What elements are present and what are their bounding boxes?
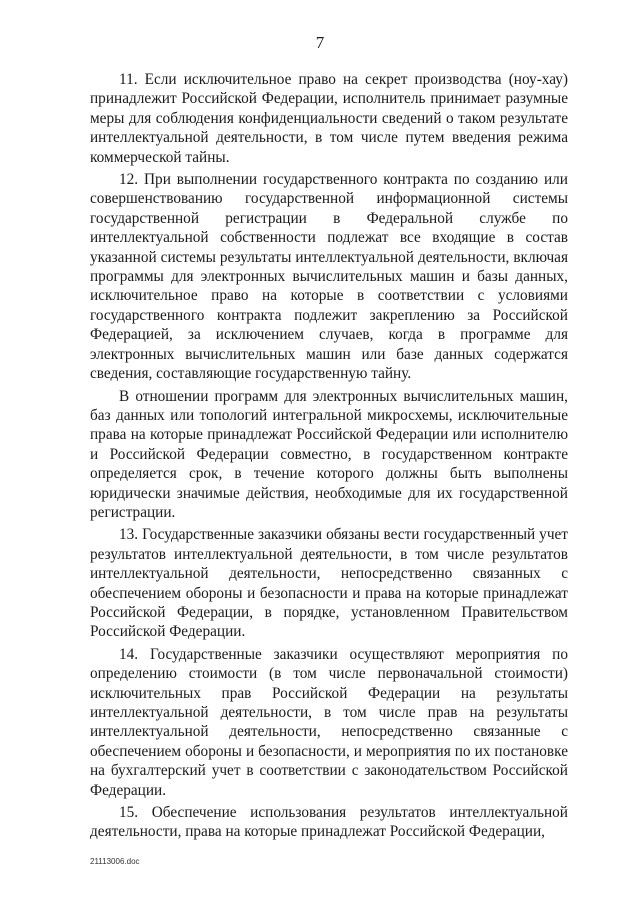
paragraph-11: 11. Если исключительное право на секрет производства (ноу-хау) принадлежит Российской Федерации, исполнитель принимает разумные меры для соблюдения конфиденциальности сведений о таком результате интеллектуальной деятельности, в том числе путем введения режима коммерческой тайны. [90,71,568,166]
paragraph-14: 14. Государственные заказчики осуществляют мероприятия по определению стоимости (в том числе первоначальной стоимости) исключительных прав Российской Федерации на результаты интеллектуальной деятельности, в том числе прав на результаты интеллектуальной деятельности, непосредственно связанные с обеспечением обороны и безопасности, и мероприятия по их постановке на бухгалтерский учет в соответствии с законодательством Российской Федерации. [90,645,568,799]
paragraph-15: 15. Обеспечение использования результатов интеллектуальной деятельности, права на которые принадлежат Российской Федерации, [90,804,568,841]
document-body [90,70,568,845]
paragraph-12-continued: В отношении программ для электронных вычислительных машин, баз данных или топологий интегральной микросхемы, исключительные права на которые принадлежат Российской Федерации или исполнителю и Российской Федерации совместно, в государственном контракте определяется срок, в течение которого должны быть выполнены юридически значимые действия, необходимые для их государственной регистрации. [90,387,568,521]
file-name-footer: 21113006.doc [90,857,140,866]
paragraph-13: 13. Государственные заказчики обязаны вести государственный учет результатов интеллектуальной деятельности, в том числе результатов интеллектуальной деятельности, непосредственно связанных с обеспечением обороны и безопасности и права на которые принадлежат Российской Федерации, в порядке, установленном Правительством Российской Федерации. [90,526,568,641]
paragraph-12: 12. При выполнении государственного контракта по созданию или совершенствованию государственной информационной системы государственной регистрации в Федеральной службе по интеллектуальной собственности подлежат все входящие в состав указанной системы результаты интеллектуальной деятельности, включая программы для электронных вычислительных машин и базы данных, исключительное право на которые в соответствии с условиями государственного контракта подлежит закреплению за Российской Федерацией, за исключением случаев, когда в программе для электронных вычислительных машин или базе данных содержатся сведения, составляющие государственную тайну. [90,171,568,383]
page-number: 7 [315,33,325,52]
